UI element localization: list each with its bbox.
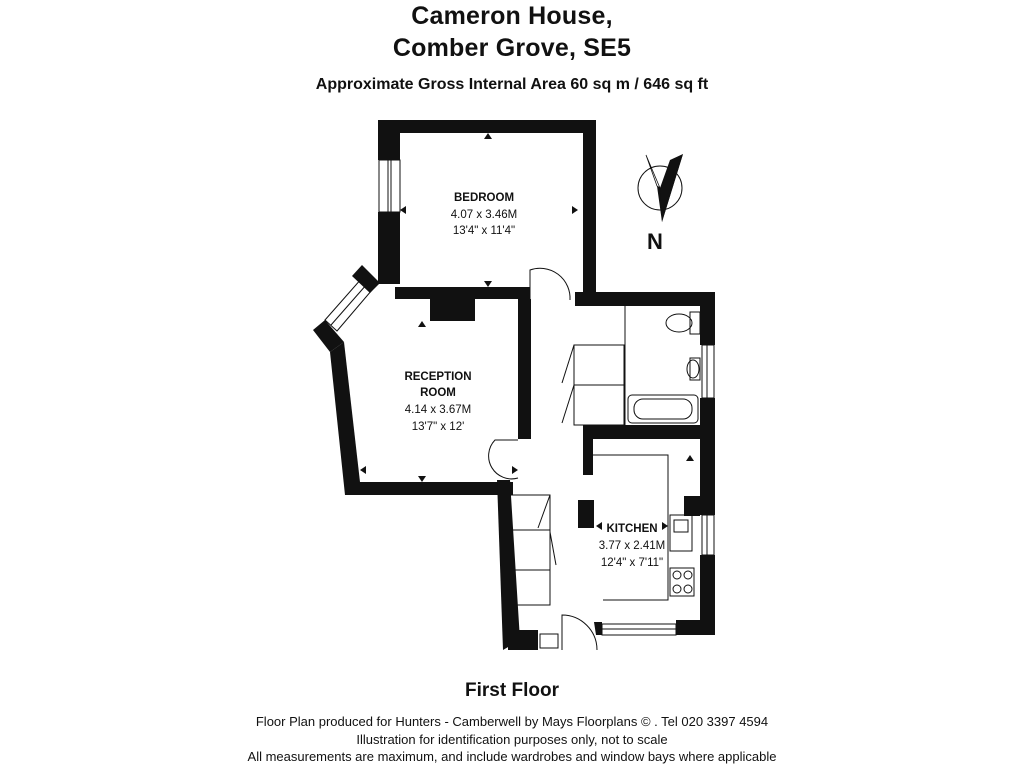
reception-south-wall bbox=[345, 482, 513, 495]
bedroom-north-wall bbox=[378, 120, 595, 133]
reception-corner-wall bbox=[352, 265, 380, 293]
lower-hall-south-wall bbox=[508, 630, 538, 650]
sink-bowl bbox=[674, 520, 688, 532]
bathtub-basin bbox=[634, 399, 692, 419]
kitchen-south-wall bbox=[676, 620, 715, 635]
kitchen-metric: 3.77 x 2.41M bbox=[598, 540, 666, 552]
kitchen-pier bbox=[578, 500, 594, 528]
entrance-step bbox=[540, 634, 558, 648]
property-title-line1: Cameron House, bbox=[411, 2, 613, 30]
reception-door bbox=[489, 440, 518, 479]
kitchen-name: KITCHEN bbox=[606, 523, 658, 535]
floor-label: First Floor bbox=[465, 680, 559, 701]
north-compass-icon bbox=[638, 154, 683, 222]
basin bbox=[687, 360, 699, 378]
footer-line1: Floor Plan produced for Hunters - Camberwell by Mays Floorplans © . Tel 020 3397 4594 bbox=[255, 714, 769, 729]
property-title-line2: Comber Grove, SE5 bbox=[392, 34, 632, 62]
hallway-west-wall bbox=[518, 299, 531, 439]
bedroom-door bbox=[530, 268, 570, 300]
footer-line2: Illustration for identification purposes only, not to scale bbox=[356, 732, 668, 747]
bedroom-label bbox=[451, 192, 517, 237]
reception-name-line2: ROOM bbox=[420, 387, 456, 399]
kitchen-imperial: 12'4" x 7'11" bbox=[600, 557, 664, 569]
entrance-door bbox=[562, 615, 597, 650]
bathroom-south-wall bbox=[583, 425, 715, 439]
bedroom-metric: 4.07 x 3.46M bbox=[450, 209, 518, 221]
footer-line3: All measurements are maximum, and include wardrobes and window bays where applicable bbox=[247, 749, 777, 764]
bedroom-name: BEDROOM bbox=[453, 192, 515, 204]
reception-label bbox=[404, 371, 471, 433]
reception-metric: 4.14 x 3.67M bbox=[404, 404, 472, 416]
kitchen-east-wall-upper bbox=[700, 425, 715, 515]
chimney-breast bbox=[430, 287, 475, 321]
kitchen-east-pier bbox=[684, 496, 700, 516]
kitchen-west-wall bbox=[583, 425, 593, 475]
kitchen-window bbox=[702, 515, 714, 555]
bedroom-east-wall bbox=[583, 120, 596, 300]
toilet-bowl bbox=[666, 314, 692, 332]
kitchen-south-wall-stub bbox=[594, 622, 602, 635]
gross-internal-area: Approximate Gross Internal Area 60 sq m / 646 sq ft bbox=[315, 76, 709, 93]
reception-west-wall bbox=[330, 342, 360, 495]
bedroom-west-wall-lower bbox=[378, 212, 400, 284]
bedroom-imperial: 13'4" x 11'4" bbox=[452, 225, 516, 237]
compass-north-label: N bbox=[647, 229, 663, 254]
reception-name-line1: RECEPTION bbox=[404, 371, 472, 383]
bedroom-window bbox=[379, 160, 400, 212]
reception-imperial: 13'7" x 12' bbox=[411, 421, 465, 433]
bedroom-west-wall-upper bbox=[378, 120, 400, 160]
bathroom-east-wall-upper bbox=[700, 292, 715, 345]
bathroom-window bbox=[702, 345, 714, 398]
kitchen-label bbox=[599, 523, 665, 569]
bathroom-north-wall bbox=[575, 292, 715, 306]
